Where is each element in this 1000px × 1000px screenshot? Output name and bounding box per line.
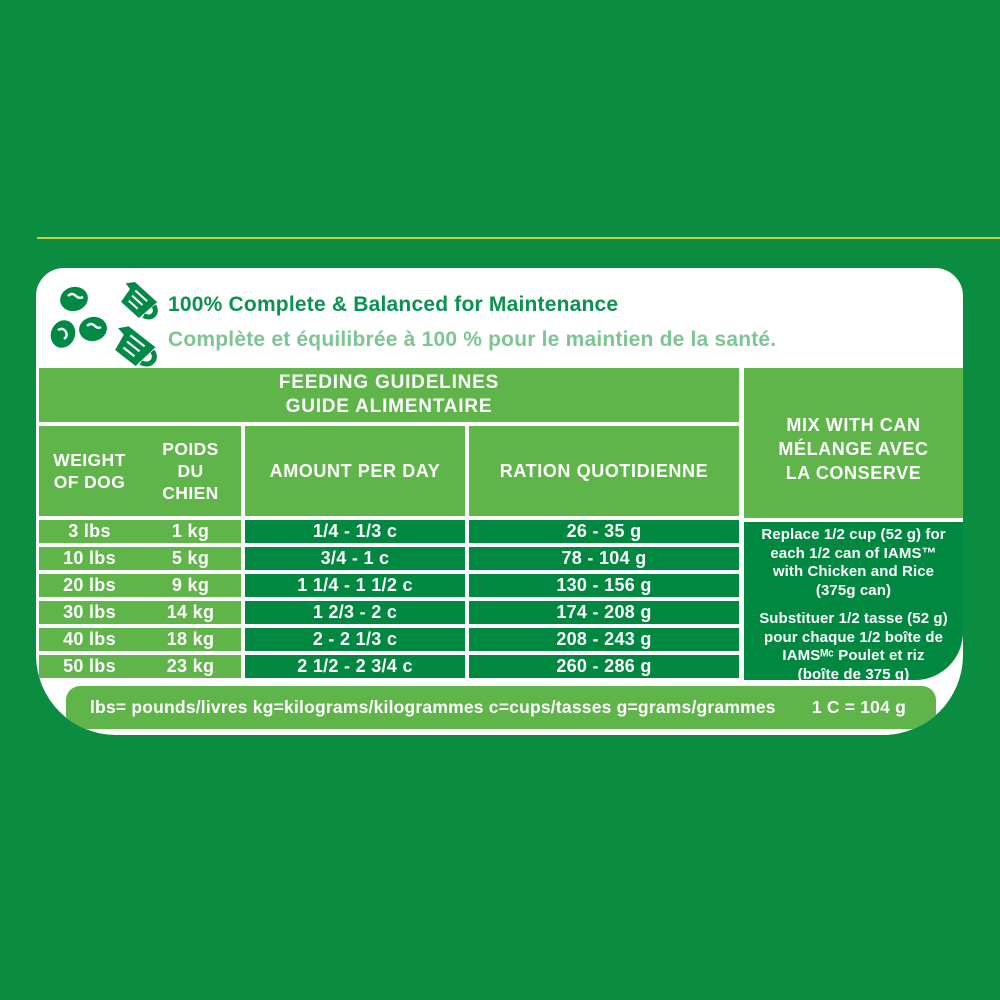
mix-header-line1: MIX WITH CAN [786, 415, 921, 435]
mix-note-fr: Substituer 1/2 tasse (52 g) pour chaque 1/2 boîte de IAMSᴹᶜ Poulet et riz (boîte de 375 g) [759, 610, 948, 683]
table-row-ration: 78 - 104 g [469, 547, 739, 570]
feeding-guidelines-card [36, 268, 963, 735]
table-row-ration: 174 - 208 g [469, 601, 739, 624]
table-row-weight: 10 lbs 5 kg [39, 547, 241, 570]
table-title-en: FEEDING GUIDELINES [278, 372, 500, 393]
table-row-ration: 208 - 243 g [469, 628, 739, 651]
table-row-weight: 20 lbs 9 kg [39, 574, 241, 597]
kibble-and-measuring-cups-icon [50, 277, 166, 371]
table-row-amount: 3/4 - 1 c [245, 547, 465, 570]
column-header-weight-en: WEIGHT OF DOG [53, 450, 126, 492]
column-header-weight [39, 426, 241, 516]
legend-bar [66, 686, 936, 729]
table-row-ration: 130 - 156 g [469, 574, 739, 597]
mix-header-line2: MÉLANGE AVEC [778, 439, 929, 459]
column-header-ration: RATION QUOTIDIENNE [469, 426, 739, 516]
table-row-weight: 50 lbs 23 kg [39, 655, 241, 678]
claim-title-fr: Complète et équilibrée à 100 % pour le maintien de la santé. [168, 328, 777, 351]
divider-line [37, 237, 1000, 239]
table-row-amount: 1 2/3 - 2 c [245, 601, 465, 624]
table-row-ration: 260 - 286 g [469, 655, 739, 678]
table-row-weight: 3 lbs 1 kg [39, 520, 241, 543]
column-header-amount: AMOUNT PER DAY [245, 426, 465, 516]
column-header-mix-with-can [744, 368, 963, 518]
table-row-amount: 1/4 - 1/3 c [245, 520, 465, 543]
table-row-ration: 26 - 35 g [469, 520, 739, 543]
mix-with-can-note [744, 522, 963, 683]
table-row-weight: 40 lbs 18 kg [39, 628, 241, 651]
table-title-fr: GUIDE ALIMENTAIRE [285, 396, 493, 417]
mix-header-line3: LA CONSERVE [785, 463, 922, 483]
table-row-amount: 2 - 2 1/3 c [245, 628, 465, 651]
claim-title-en: 100% Complete & Balanced for Maintenance [168, 293, 619, 316]
table-row-weight: 30 lbs 14 kg [39, 601, 241, 624]
mix-note-en: Replace 1/2 cup (52 g) for each 1/2 can of IAMS™ with Chicken and Rice (375g can) [761, 526, 946, 599]
legend-text: lbs= pounds/livres kg=kilograms/kilogrammes c=cups/tasses g=grams/grammes [90, 697, 776, 717]
cup-conversion: 1 C = 104 g [811, 697, 906, 717]
table-title-bar [39, 368, 739, 422]
table-row-amount: 2 1/2 - 2 3/4 c [245, 655, 465, 678]
table-row-amount: 1 1/4 - 1 1/2 c [245, 574, 465, 597]
column-header-weight-fr: POIDS DU CHIEN [162, 439, 219, 503]
